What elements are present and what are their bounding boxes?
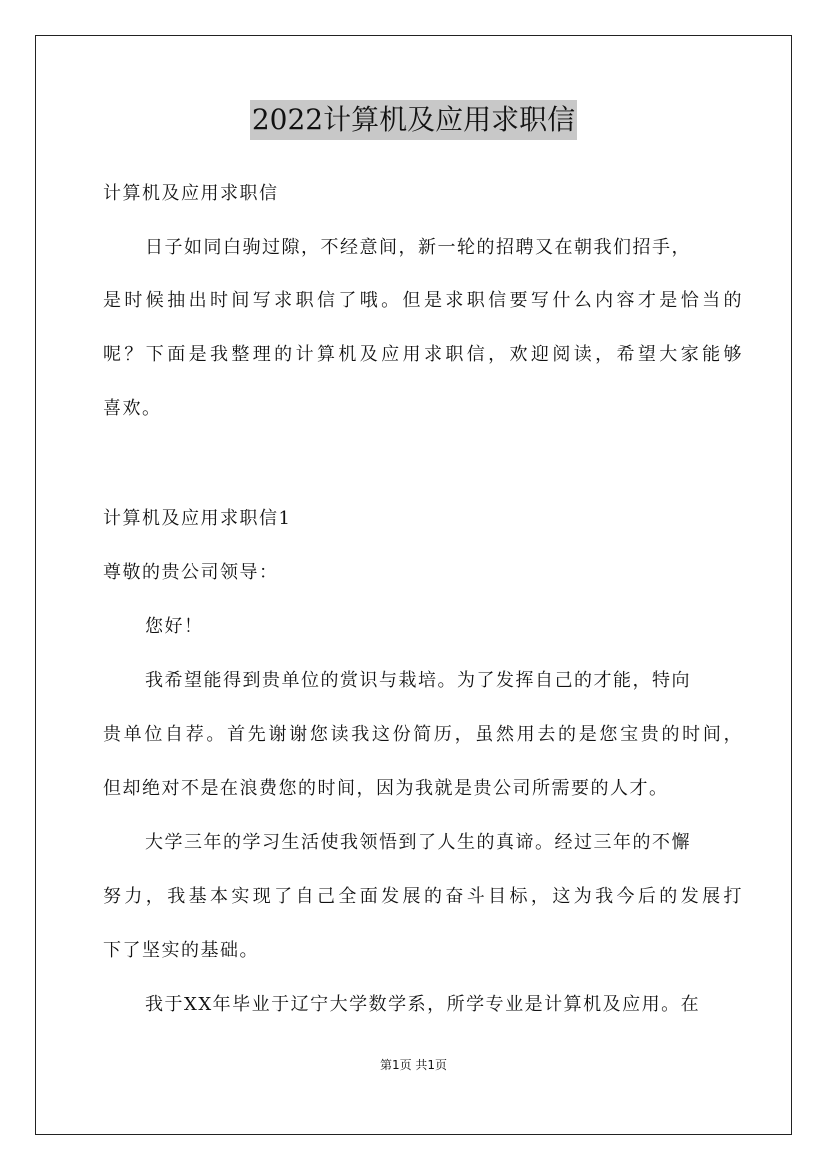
document-title: 2022计算机及应用求职信 [250,100,577,140]
paragraph-line: 大学三年的学习生活使我领悟到了人生的真谛。经过三年的不懈 [145,832,691,853]
page-footer: 第1页 共1页 [379,1058,448,1072]
paragraph-line: 我希望能得到贵单位的赏识与栽培。为了发挥自己的才能，特向 [145,670,691,691]
paragraph-line: 下了坚实的基础。 [103,940,259,961]
greeting: 您好！ [145,616,204,637]
paragraph-line: 贵单位自荐。首先谢谢您读我这份简历，虽然用去的是您宝贵的时间， [103,724,743,745]
paragraph-line: 日子如同白驹过隙，不经意间，新一轮的招聘又在朝我们招手， [145,237,691,258]
letter-heading: 计算机及应用求职信1 [103,508,292,529]
paragraph-line: 是时候抽出时间写求职信了哦。但是求职信要写什么内容才是恰当的 [103,290,743,311]
paragraph-line: 喜欢。 [103,398,162,419]
paragraph-line: 努力，我基本实现了自己全面发展的奋斗目标，这为我今后的发展打 [103,886,743,907]
paragraph-line: 呢？下面是我整理的计算机及应用求职信，欢迎阅读，希望大家能够 [103,344,743,365]
salutation: 尊敬的贵公司领导： [103,562,279,583]
title-wrap [0,100,827,140]
paragraph-line: 我于XX年毕业于辽宁大学数学系，所学专业是计算机及应用。在 [145,994,701,1015]
paragraph-line: 但却绝对不是在浪费您的时间，因为我就是贵公司所需要的人才。 [103,778,669,799]
section-heading: 计算机及应用求职信 [103,183,279,204]
